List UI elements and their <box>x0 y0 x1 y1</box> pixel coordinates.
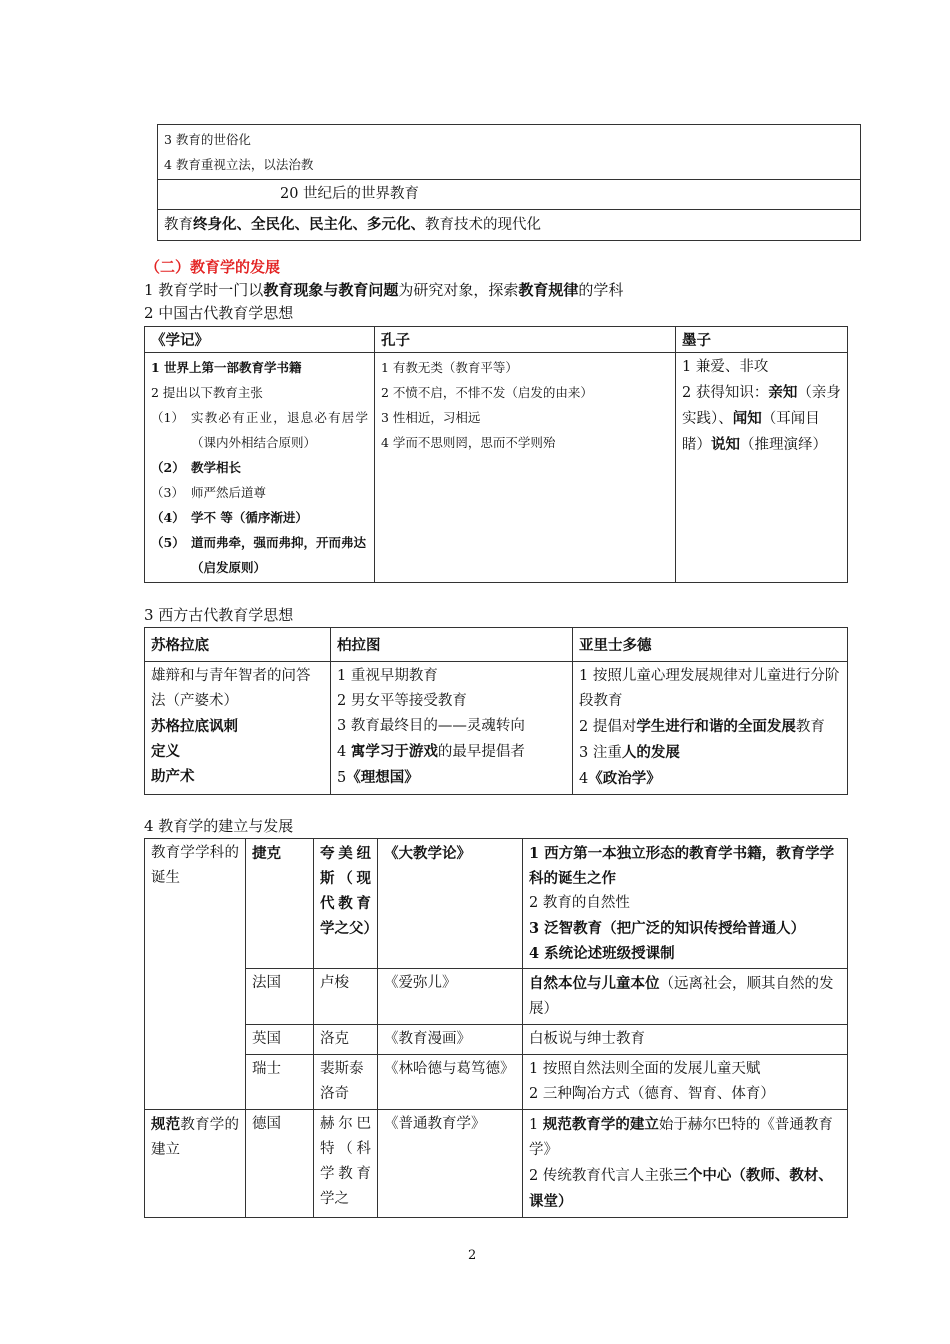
text-part: 为研究对象，探索 <box>398 281 519 299</box>
text-line <box>529 1163 841 1215</box>
development-heading: 4 教育学的建立与发展 <box>144 817 294 835</box>
text-part: 教育 <box>164 217 193 233</box>
text-part: 2 提倡对 <box>579 719 637 735</box>
text-line <box>337 765 566 791</box>
book-cell: 《爱弥儿》 <box>378 969 523 1025</box>
secularization-cell <box>158 125 861 180</box>
content-cell <box>523 1110 848 1218</box>
person-cell: 卢梭 <box>314 969 378 1025</box>
text-line: 2 教育的自然性 <box>529 895 630 911</box>
text-line <box>579 766 841 792</box>
plato-cell <box>331 662 573 795</box>
header-plato: 柏拉图 <box>331 628 573 662</box>
text-part-bold: 人的发展 <box>621 744 680 761</box>
text-part: 1 教育学时一门以 <box>144 281 264 299</box>
header-mozi: 墨子 <box>676 327 848 353</box>
text-line: 苏格拉底讽刺 <box>151 718 238 735</box>
text-part: 5 <box>337 770 347 786</box>
modernization-cell <box>158 210 861 241</box>
person-cell: 洛克 <box>314 1025 378 1055</box>
country-cell: 法国 <box>246 969 314 1025</box>
text-line: 雄辩和与青年智者的问答法（产婆术） <box>151 668 311 709</box>
text-line: 4 教育重视立法，以法治教 <box>164 157 314 172</box>
text-part-bold: 自然本位与儿童本位 <box>529 975 660 992</box>
text-part-bold: 教育规律 <box>518 281 579 299</box>
item-number: （2） <box>151 460 185 475</box>
text-line: 助产术 <box>151 768 195 785</box>
text-part: 教育技术的现代化 <box>425 217 541 233</box>
text-part-bold: 规范教育学的建立 <box>542 1116 659 1133</box>
text-line: 3 性相近，习相远 <box>381 410 481 425</box>
text-part-bold: 《理想国》 <box>346 769 419 786</box>
book-cell: 《林哈德与葛笃德》 <box>378 1055 523 1110</box>
text-line: 4 系统论述班级授课制 <box>529 945 675 962</box>
text-line <box>337 739 566 765</box>
country-cell: 捷克 <box>246 839 314 969</box>
item-text: 道而弗牵，强而弗抑，开而弗达（启发原则） <box>191 535 367 575</box>
text-part: 2 传统教育代言人主张 <box>529 1168 674 1184</box>
norm-label <box>145 1110 246 1218</box>
china-heading: 2 中国古代教育学思想 <box>144 304 294 322</box>
list-item <box>151 455 368 480</box>
text-part: （耳闻目睹） <box>682 411 820 453</box>
text-part: 4 <box>579 771 589 787</box>
mozi-cell <box>676 353 848 583</box>
text-line: 3 泛智教育（把广泛的知识传授给普通人） <box>529 920 806 937</box>
text-part: 4 <box>337 744 351 760</box>
west-thought-table <box>144 627 848 795</box>
content-cell <box>523 1055 848 1110</box>
book-cell: 《大教学论》 <box>378 839 523 969</box>
china-thought-table <box>144 326 848 583</box>
text-line: 2 三种陶冶方式（德育、智育、体育） <box>529 1086 775 1102</box>
text-line: 1 按照儿童心理发展规律对儿童进行分阶段教育 <box>579 668 840 709</box>
item-text: 实教必有正业，退息必有居学（课内外相结合原则） <box>191 410 368 450</box>
section-title: （二）教育学的发展 <box>145 258 281 276</box>
text-line <box>529 1112 841 1163</box>
text-line: 定义 <box>151 743 180 760</box>
xueji-cell <box>145 353 375 583</box>
text-part: 的最早提倡者 <box>437 744 525 760</box>
text-part-bold: 规范 <box>151 1116 181 1133</box>
aristotle-cell <box>573 662 848 795</box>
item-number: （4） <box>151 510 185 525</box>
text-line: 1 世界上第一部教育学书籍 <box>151 360 302 375</box>
text-line: 4 学而不思则罔，思而不学则殆 <box>381 435 556 450</box>
20th-century-heading: 20 世纪后的世界教育 <box>158 180 861 210</box>
text-line: 2 提出以下教育主张 <box>151 385 263 400</box>
country-cell: 瑞士 <box>246 1055 314 1110</box>
header-aristotle: 亚里士多德 <box>573 628 848 662</box>
person-cell: 裴斯泰洛奇 <box>314 1055 378 1110</box>
text-line: 3 教育的世俗化 <box>164 132 251 147</box>
country-cell: 德国 <box>246 1110 314 1218</box>
book-cell: 《普通教育学》 <box>378 1110 523 1218</box>
text-part: 1 <box>529 1117 543 1133</box>
text-part-bold: 《政治学》 <box>588 770 661 787</box>
header-kongzi: 孔子 <box>375 327 676 353</box>
content-cell <box>523 839 848 969</box>
text-line <box>682 380 841 458</box>
text-part: 始于赫尔巴特的《普通教育学》 <box>529 1117 833 1158</box>
text-part: 3 注重 <box>579 745 622 761</box>
person-cell: 赫尔巴特（科学教育学之 <box>314 1110 378 1218</box>
west-heading: 3 西方古代教育学思想 <box>144 606 294 624</box>
text-part: （推理演绎） <box>740 437 827 453</box>
list-item <box>151 530 368 580</box>
text-line <box>579 740 841 766</box>
text-line: 3 教育最终目的——灵魂转向 <box>337 718 525 734</box>
text-part: 教育学的建立 <box>151 1117 240 1158</box>
text-line: 1 按照自然法则全面的发展儿童天赋 <box>529 1061 761 1077</box>
text-line: 1 兼爱、非攻 <box>682 359 769 375</box>
text-line: 1 西方第一本独立形态的教育学书籍，教育学学科的诞生之作 <box>529 845 835 887</box>
text-part-bold: 寓学习于游戏 <box>350 743 438 760</box>
list-item <box>151 405 368 455</box>
list-item <box>151 480 368 505</box>
text-part: 2 获得知识： <box>682 385 769 401</box>
kongzi-cell <box>375 353 676 583</box>
birth-label: 教育学学科的诞生 <box>145 839 246 1110</box>
book-cell: 《教育漫画》 <box>378 1025 523 1055</box>
text-part: 教育 <box>795 719 825 735</box>
item-number: （5） <box>151 535 185 550</box>
item-text: 学不 等（循序渐进） <box>191 510 308 525</box>
text-part-bold: 学生进行和谐的全面发展 <box>636 718 796 735</box>
header-socrates: 苏格拉底 <box>145 628 331 662</box>
text-part-bold: 教育现象与教育问题 <box>263 281 399 299</box>
socrates-cell <box>145 662 331 795</box>
text-part-bold: 终身化、全民化、民主化、多元化、 <box>193 216 425 233</box>
text-part-bold: 闻知 <box>732 410 762 427</box>
text-line: 2 不愤不启，不悱不发（启发的由来） <box>381 385 593 400</box>
item-number: （1） <box>151 410 184 425</box>
item-number: （3） <box>151 485 184 500</box>
development-table <box>144 838 848 1218</box>
person-cell: 夸美纽斯（现代教育学之父） <box>314 839 378 969</box>
definition-line <box>144 279 623 301</box>
header-xueji: 《学记》 <box>145 327 375 353</box>
text-line: 1 有教无类（教育平等） <box>381 360 518 375</box>
list-item <box>151 505 368 530</box>
country-cell: 英国 <box>246 1025 314 1055</box>
text-part: （远离社会，顺其自然的发展） <box>529 976 834 1017</box>
text-line <box>579 714 841 740</box>
text-line: 1 重视早期教育 <box>337 668 438 684</box>
page-number: 2 <box>468 1248 477 1263</box>
text-part-bold: 三个中心（教师、教材、课堂） <box>529 1167 833 1210</box>
text-part: 的学科 <box>578 281 624 299</box>
text-part-bold: 说知 <box>711 436 740 453</box>
item-text: 师严然后道尊 <box>191 485 267 500</box>
world-education-table <box>157 124 861 241</box>
item-text: 教学相长 <box>191 460 242 475</box>
content-cell <box>523 969 848 1025</box>
text-part-bold: 亲知 <box>768 384 798 401</box>
content-cell: 白板说与绅士教育 <box>523 1025 848 1055</box>
text-line: 2 男女平等接受教育 <box>337 693 467 709</box>
text-part: （亲身实践）、 <box>682 385 841 427</box>
